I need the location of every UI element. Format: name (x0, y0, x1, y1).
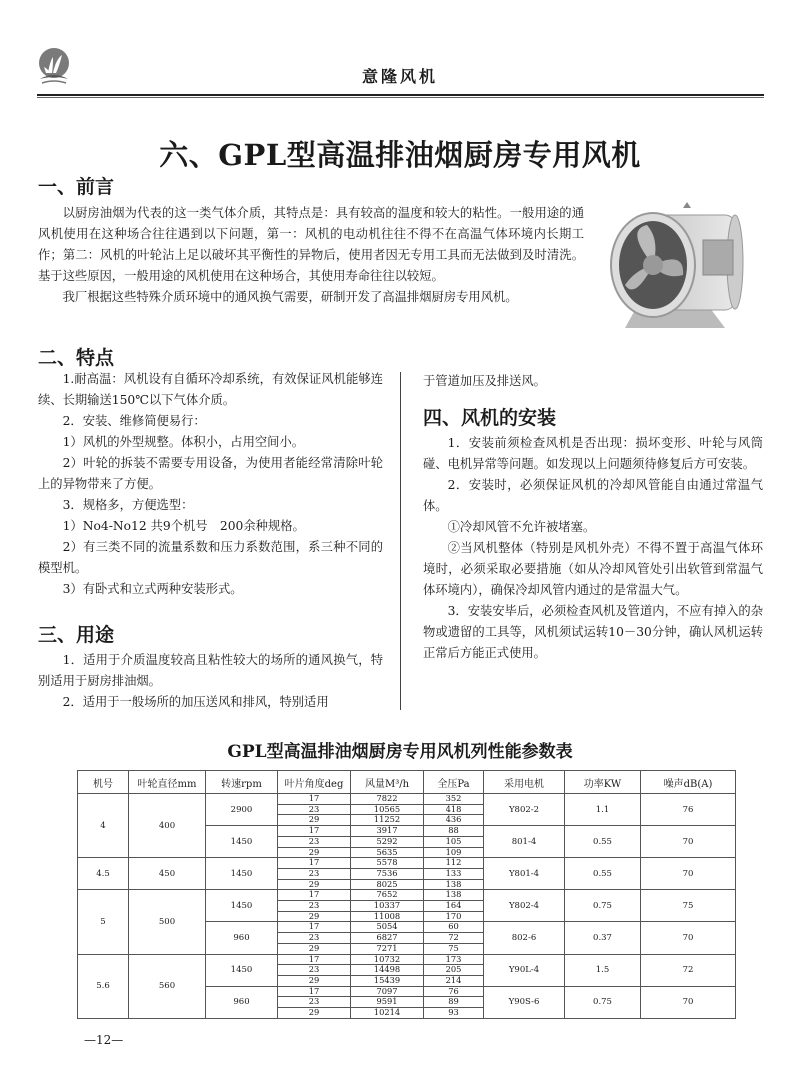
cell-noise: 70 (641, 986, 736, 1018)
cell-blade-angle: 29 (278, 943, 351, 954)
feature-item: 2．安装、维修简便易行： (62, 414, 206, 428)
usage-item: 2．适用于一般场所的加压送风和排风，特别适用 (62, 695, 329, 709)
performance-table (77, 770, 736, 1019)
cell-pressure: 352 (424, 794, 484, 805)
header-brand: 意隆风机 (361, 67, 438, 86)
cell-airflow: 14498 (351, 965, 424, 976)
cell-diameter: 500 (129, 890, 206, 954)
feature-item: 1）风机的外型规整。体积小，占用空间小。 (62, 435, 305, 449)
column-header: 风量M³/h (351, 771, 424, 794)
cell-motor: Y801-4 (484, 858, 565, 890)
usage-body (38, 650, 383, 713)
cell-pressure: 76 (424, 986, 484, 997)
cell-pressure: 138 (424, 890, 484, 901)
table-row (78, 890, 736, 901)
cell-airflow: 7536 (351, 868, 424, 879)
cell-airflow: 7097 (351, 986, 424, 997)
table-header-row (78, 771, 736, 794)
cell-diameter: 400 (129, 794, 206, 858)
table-row (78, 858, 736, 869)
cell-noise: 76 (641, 794, 736, 826)
section-heading-features: 二、特点 (38, 347, 115, 369)
cell-airflow: 7652 (351, 890, 424, 901)
column-header: 噪声dB(A) (641, 771, 736, 794)
cell-airflow: 10565 (351, 804, 424, 815)
cell-blade-angle: 29 (278, 1008, 351, 1019)
cell-blade-angle: 23 (278, 965, 351, 976)
feature-item: 2）有三类不同的流量系数和压力系数范围，系三种不同的模型机。 (38, 540, 383, 575)
cell-motor: 802-6 (484, 922, 565, 954)
cell-pressure: 88 (424, 826, 484, 837)
section-heading-usage: 三、用途 (38, 624, 115, 646)
cell-motor: Y90S-6 (484, 986, 565, 1018)
cell-pressure: 170 (424, 911, 484, 922)
cell-pressure: 89 (424, 997, 484, 1008)
cell-airflow: 11008 (351, 911, 424, 922)
installation-item: 2．安装时，必须保证风机的冷却风管能自由通过常温气体。 (423, 478, 763, 513)
table-title: GPL型高温排油烟厨房专用风机列性能参数表 (227, 742, 573, 762)
cell-blade-angle: 17 (278, 794, 351, 805)
intro-paragraph: 我厂根据这些特殊介质环境中的通风换气需要，研制开发了高温排烟厨房专用风机。 (62, 290, 518, 304)
cell-pressure: 138 (424, 879, 484, 890)
cell-model-no: 5.6 (78, 954, 129, 1018)
cell-rpm: 2900 (206, 794, 278, 826)
cell-model-no: 4 (78, 794, 129, 858)
cell-power: 0.55 (565, 826, 641, 858)
cell-power: 1.1 (565, 794, 641, 826)
feature-item: 1.耐高温：风机设有自循环冷却系统，有效保证风机能够连续、长期输送150℃以下气体介质。 (38, 372, 383, 407)
cell-power: 0.55 (565, 858, 641, 890)
cell-blade-angle: 17 (278, 986, 351, 997)
cell-rpm: 1450 (206, 826, 278, 858)
cell-airflow: 5292 (351, 836, 424, 847)
installation-item: 1．安装前须检查风机是否出现：损坏变形、叶轮与风筒碰、电机异常等问题。如发现以上问题须待修复后方可安装。 (423, 436, 763, 471)
cell-rpm: 1450 (206, 858, 278, 890)
cell-blade-angle: 29 (278, 911, 351, 922)
cell-pressure: 214 (424, 975, 484, 986)
cell-motor: Y802-2 (484, 794, 565, 826)
cell-noise: 70 (641, 858, 736, 890)
cell-blade-angle: 29 (278, 847, 351, 858)
column-header: 转速rpm (206, 771, 278, 794)
cell-noise: 70 (641, 826, 736, 858)
installation-body (423, 433, 763, 664)
page-number: —12— (84, 1033, 124, 1047)
cell-blade-angle: 17 (278, 954, 351, 965)
cell-airflow: 10214 (351, 1008, 424, 1019)
cell-rpm: 1450 (206, 954, 278, 986)
cell-airflow: 10732 (351, 954, 424, 965)
column-header: 叶片角度deg (278, 771, 351, 794)
header-rule-thick (37, 94, 764, 96)
cell-airflow: 8025 (351, 879, 424, 890)
cell-blade-angle: 29 (278, 975, 351, 986)
cell-airflow: 5054 (351, 922, 424, 933)
cell-power: 0.75 (565, 986, 641, 1018)
cell-rpm: 960 (206, 922, 278, 954)
cell-airflow: 6827 (351, 933, 424, 944)
cell-diameter: 450 (129, 858, 206, 890)
column-header: 机号 (78, 771, 129, 794)
cell-motor: 801-4 (484, 826, 565, 858)
cell-airflow: 5635 (351, 847, 424, 858)
cell-pressure: 418 (424, 804, 484, 815)
cell-blade-angle: 23 (278, 804, 351, 815)
cell-blade-angle: 23 (278, 901, 351, 912)
cell-airflow: 3917 (351, 826, 424, 837)
usage-continuation-text: 于管道加压及排送风。 (423, 374, 546, 388)
cell-blade-angle: 23 (278, 997, 351, 1008)
cell-pressure: 75 (424, 943, 484, 954)
feature-item: 3．规格多，方便选型： (62, 498, 194, 512)
cell-pressure: 60 (424, 922, 484, 933)
cell-blade-angle: 17 (278, 826, 351, 837)
cell-blade-angle: 29 (278, 815, 351, 826)
cell-noise: 70 (641, 922, 736, 954)
cell-pressure: 173 (424, 954, 484, 965)
cell-rpm: 960 (206, 986, 278, 1018)
section-heading-installation: 四、风机的安装 (423, 407, 557, 429)
section-heading-intro: 一、前言 (38, 176, 115, 198)
cell-blade-angle: 23 (278, 868, 351, 879)
cell-airflow: 11252 (351, 815, 424, 826)
cell-blade-angle: 17 (278, 858, 351, 869)
usage-item: 1．适用于介质温度较高且粘性较大的场所的通风换气，特别适用于厨房排油烟。 (38, 653, 383, 688)
table-row (78, 954, 736, 965)
cell-blade-angle: 17 (278, 922, 351, 933)
cell-airflow: 7822 (351, 794, 424, 805)
features-body (38, 369, 383, 600)
cell-blade-angle: 23 (278, 836, 351, 847)
column-header: 叶轮直径mm (129, 771, 206, 794)
installation-item: ①冷却风管不允许被堵塞。 (447, 520, 596, 534)
cell-blade-angle: 17 (278, 890, 351, 901)
column-header: 全压Pa (424, 771, 484, 794)
cell-pressure: 93 (424, 1008, 484, 1019)
cell-noise: 72 (641, 954, 736, 986)
cell-blade-angle: 23 (278, 933, 351, 944)
cell-pressure: 133 (424, 868, 484, 879)
cell-motor: Y90L-4 (484, 954, 565, 986)
cell-pressure: 109 (424, 847, 484, 858)
cell-motor: Y802-4 (484, 890, 565, 922)
usage-continuation (423, 371, 763, 392)
cell-power: 1.5 (565, 954, 641, 986)
cell-model-no: 4.5 (78, 858, 129, 890)
page-title: 六、GPL型高温排油烟厨房专用风机 (159, 138, 641, 172)
cell-diameter: 560 (129, 954, 206, 1018)
axial-fan-photo (595, 180, 750, 330)
intro-body (38, 203, 588, 308)
feature-item: 1）No4-No12 共9个机号 200余种规格。 (62, 519, 305, 533)
cell-blade-angle: 29 (278, 879, 351, 890)
table-row (78, 794, 736, 805)
column-divider (400, 372, 401, 710)
cell-pressure: 164 (424, 901, 484, 912)
cell-airflow: 15439 (351, 975, 424, 986)
cell-pressure: 205 (424, 965, 484, 976)
cell-pressure: 105 (424, 836, 484, 847)
intro-paragraph: 以厨房油烟为代表的这一类气体介质，其特点是：具有较高的温度和较大的粘性。一般用途的通风机使用在这种场合往往遇到以下问题，第一：风机的电动机往往不得不在高温气体环境内长期工作；第二：风机的叶轮沾上足以破坏其平衡性的异物后，使用者因无专用工具而无法做到及时清洗。基于这些原因，一般用途的风机使用在这种场合，其使用寿命往往以较短。 (38, 206, 584, 283)
cell-rpm: 1450 (206, 890, 278, 922)
cell-pressure: 436 (424, 815, 484, 826)
cell-airflow: 7271 (351, 943, 424, 954)
cell-pressure: 72 (424, 933, 484, 944)
cell-noise: 75 (641, 890, 736, 922)
cell-model-no: 5 (78, 890, 129, 954)
cell-power: 0.75 (565, 890, 641, 922)
installation-item: ②当风机整体（特别是风机外壳）不得不置于高温气体环境时，必须采取必要措施（如从冷却风管处引出软管到常温气体环境内），确保冷却风管内通过的是常温大气。 (423, 541, 763, 597)
installation-item: 3．安装安毕后，必须检查风机及管道内，不应有掉入的杂物或遗留的工具等，风机须试运转10－30分钟，确认风机运转正常后方能正式使用。 (423, 604, 763, 660)
header-rule-thin (37, 97, 764, 98)
column-header: 功率KW (565, 771, 641, 794)
feature-item: 2）叶轮的拆装不需要专用设备，为使用者能经常清除叶轮上的异物带来了方便。 (38, 456, 383, 491)
column-header: 采用电机 (484, 771, 565, 794)
cell-power: 0.37 (565, 922, 641, 954)
cell-airflow: 9591 (351, 997, 424, 1008)
feature-item: 3）有卧式和立式两种安装形式。 (62, 582, 243, 596)
cell-airflow: 5578 (351, 858, 424, 869)
cell-pressure: 112 (424, 858, 484, 869)
cell-airflow: 10337 (351, 901, 424, 912)
